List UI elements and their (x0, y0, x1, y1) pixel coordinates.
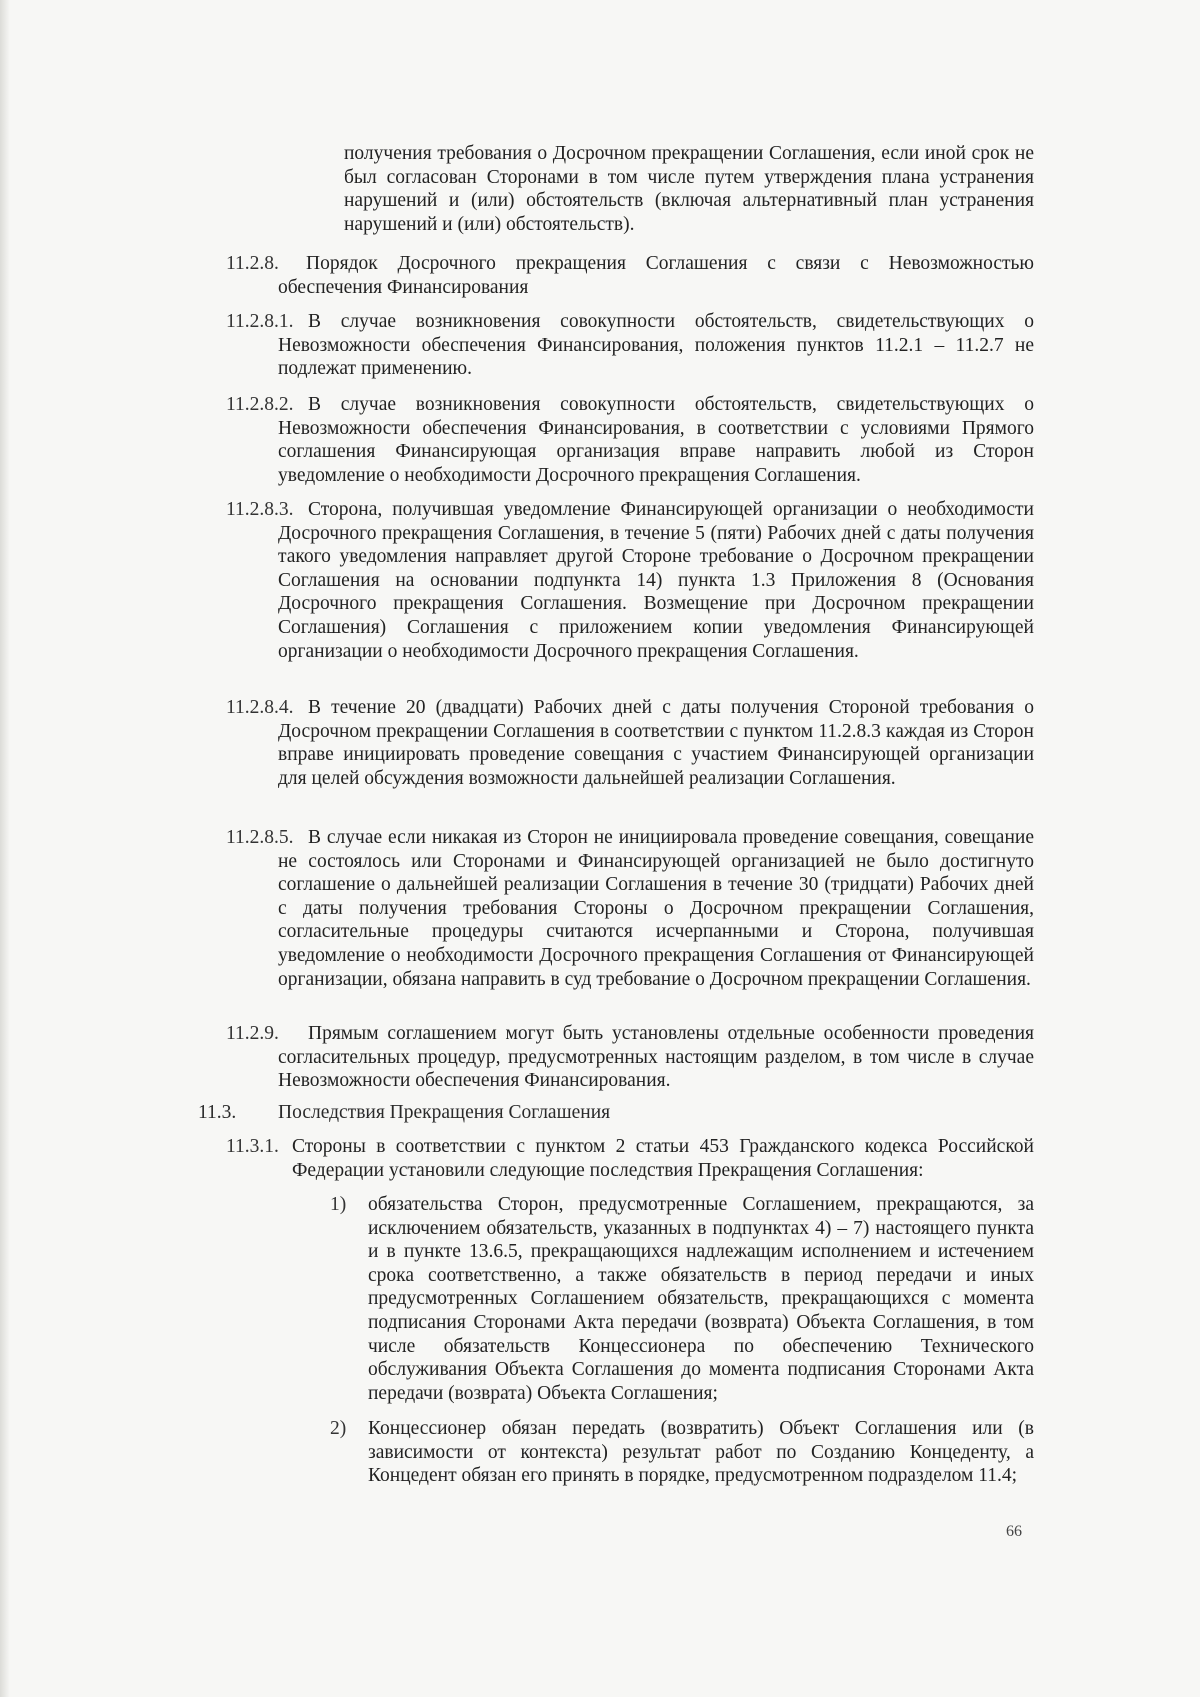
clause-number-11-2-8-4: 11.2.8.4. (226, 697, 294, 718)
clause-11-2-8-5 (278, 826, 1034, 991)
clause-11-2-8 (278, 252, 1034, 299)
clause-number-11-2-9: 11.2.9. (226, 1023, 279, 1044)
continuation-paragraph (344, 142, 1034, 236)
clause-11-2-8-1 (278, 310, 1034, 381)
page-number: 66 (1006, 1523, 1022, 1540)
clause-11-2-9-text: Прямым соглашением могут быть установлены отдельные особенности проведения согласительных процедур, предусмотренных настоящим разделом, в том числе в случае Невозможности обеспечения Финансирования. (278, 1023, 1034, 1092)
clause-11-2-8-4-text: В течение 20 (двадцати) Рабочих дней с даты получения Стороной требования о Досрочном прекращении Соглашения в соответствии с пунктом 11.2.8.3 каждая из Сторон вправе инициировать проведение совещания с участием Финансирующей организации для целей обсуждения возможности дальнейшей реализации Соглашения. (278, 697, 1034, 789)
clause-11-2-8-2-text: В случае возникновения совокупности обстоятельств, свидетельствующих о Невозможности обеспечения Финансирования, в соответствии с условиями Прямого соглашения Финансирующая организация вправе направить любой из Сторон уведомление о необходимости Досрочного прекращения Соглашения. (278, 394, 1034, 486)
list-item-1-text: обязательства Сторон, предусмотренные Соглашением, прекращаются, за исключением обязательств, указанных в подпунктах 4) – 7) настоящего пункта и в пункте 13.6.5, прекращающихся надлежащим исполнением и истечением срока соответственно, а также обязательств в период передачи и иных предусмотренных Соглашением обязательств, прекращающихся с момента подписания Сторонами Акта передачи (возврата) Объекта Соглашения, в том числе обязательств Концессионера по обеспечению Технического обслуживания Объекта Соглашения до момента подписания Сторонами Акта передачи (возврата) Объекта Соглашения; (368, 1194, 1034, 1404)
clause-number-11-2-8: 11.2.8. (226, 253, 279, 274)
clause-11-2-9 (278, 1022, 1034, 1093)
clause-11-2-8-4 (278, 696, 1034, 790)
list-item-2 (368, 1417, 1034, 1488)
scan-edge (0, 0, 10, 1697)
clause-11-2-8-3 (278, 498, 1034, 663)
list-marker-2: 2) (330, 1418, 347, 1439)
clause-number-11-2-8-5: 11.2.8.5. (226, 827, 294, 848)
clause-11-2-8-text: Порядок Досрочного прекращения Соглашения с связи с Невозможностью обеспечения Финансирования (278, 253, 1034, 298)
list-item-2-text: Концессионер обязан передать (возвратить) Объект Соглашения или (в зависимости от контекста) результат работ по Созданию Концеденту, а Концедент обязан его принять в порядке, предусмотренном подразделом 11.4; (368, 1418, 1034, 1487)
clause-number-11-2-8-2: 11.2.8.2. (226, 394, 294, 415)
clause-11-2-8-2 (278, 393, 1034, 487)
list-item-1 (368, 1193, 1034, 1405)
clause-11-2-8-5-text: В случае если никакая из Сторон не инициировала проведение совещания, совещание не состоялось или Сторонами и Финансирующей организацией не было достигнуто соглашение о дальнейшей реализации Соглашения в течение 30 (тридцати) Рабочих дней с даты получения требования Стороны о Досрочном прекращении Соглашения, согласительные процедуры считаются исчерпанными и Сторона, получившая уведомление о необходимости Досрочного прекращения Соглашения от Финансирующей организации, обязана направить в суд требование о Досрочном прекращении Соглашения. (278, 827, 1034, 990)
section-title: Последствия Прекращения Соглашения (278, 1102, 611, 1123)
clause-number-11-3-1: 11.3.1. (226, 1136, 279, 1157)
continuation-text: получения требования о Досрочном прекращении Соглашения, если иной срок не был согласован Сторонами в том числе путем утверждения плана устранения нарушений и (или) обстоятельств (включая альтернативный план устранения нарушений и (или) обстоятельств). (344, 143, 1034, 235)
clause-number-11-2-8-1: 11.2.8.1. (226, 311, 294, 332)
clause-11-2-8-3-text: Сторона, получившая уведомление Финансирующей организации о необходимости Досрочного прекращения Соглашения, в течение 5 (пяти) Рабочих дней с даты получения такого уведомления направляет другой Стороне требование о Досрочном прекращении Соглашения на основании подпункта 14) пункта 1.3 Приложения 8 (Основания Досрочного прекращения Соглашения. Возмещение при Досрочном прекращении Соглашения) Соглашения с приложением копии уведомления Финансирующей организации о необходимости Досрочного прекращения Соглашения. (278, 499, 1034, 662)
section-number: 11.3. (198, 1102, 237, 1123)
clause-11-2-8-1-text: В случае возникновения совокупности обстоятельств, свидетельствующих о Невозможности обеспечения Финансирования, положения пунктов 11.2.1 – 11.2.7 не подлежат применению. (278, 311, 1034, 380)
clause-11-3-1 (292, 1135, 1034, 1182)
list-marker-1: 1) (330, 1194, 347, 1215)
clause-number-11-2-8-3: 11.2.8.3. (226, 499, 294, 520)
clause-11-3-1-text: Стороны в соответствии с пунктом 2 статьи 453 Гражданского кодекса Российской Федерации установили следующие последствия Прекращения Соглашения: (292, 1136, 1034, 1181)
